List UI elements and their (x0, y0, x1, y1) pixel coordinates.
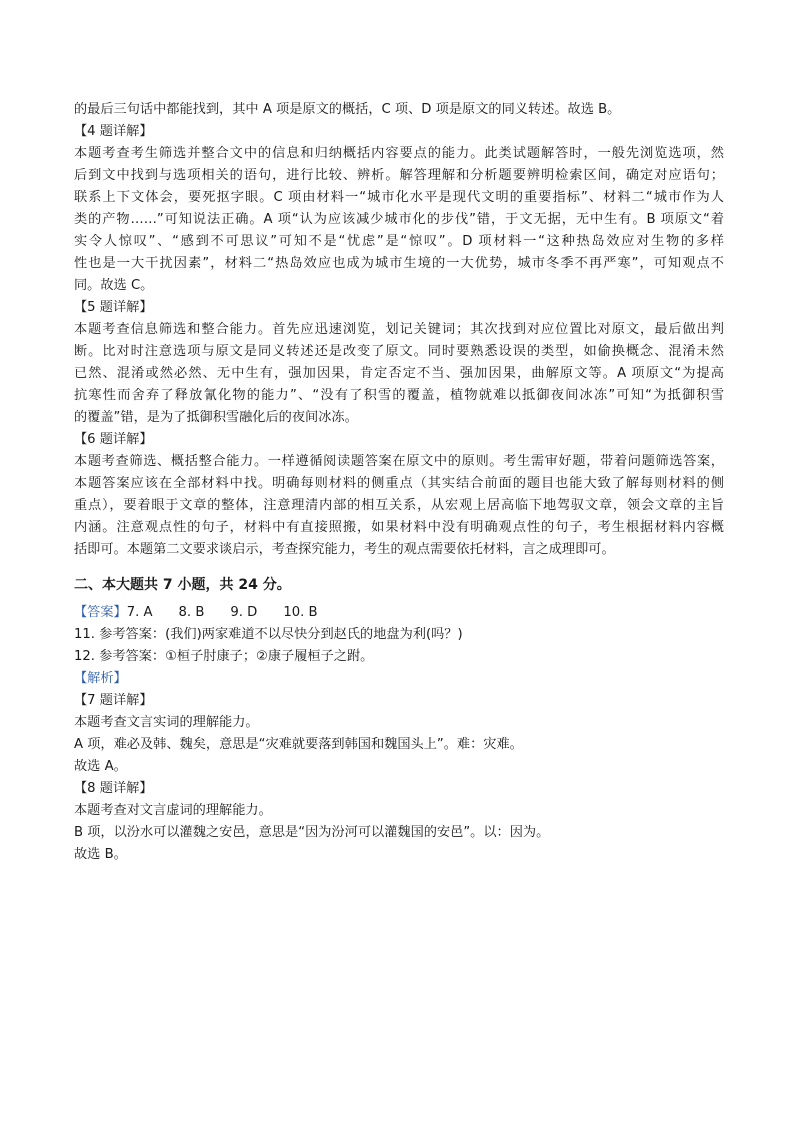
q5-line-4: 抗寒性而舍弃了释放氰化物的能力”、“没有了积雪的覆盖，植物就难以抵御夜间冰冻”可知“为抵御积雪 (74, 388, 724, 403)
q4-line-7: 同。故选 C。 (74, 278, 154, 293)
q4-line-4: 类的产物……”可知说法正确。A 项“认为应该减少城市化的步伐”错，于文无据，无中生有。B 项原文“着 (74, 212, 724, 227)
q4-line-3: 联系上下文体会，要死抠字眼。C 项由材料一“城市化水平是现代文明的重要指标”、材料二“城市作为人 (74, 190, 724, 205)
answer-7: 7. A (126, 605, 153, 620)
q5-heading: 【5 题详解】 (74, 300, 153, 315)
q5-line-3: 已然、混淆或然必然、无中生有，强加因果，肯定否定不当、强加因果，曲解原文等。A 项原文“为提高 (74, 366, 724, 381)
q5-line-2: 断。比对时注意选项与原文是同义转述还是改变了原文。同时要熟悉设误的类型，如偷换概念、混淆未然 (74, 344, 724, 359)
answer-row (74, 602, 724, 624)
document-page (74, 99, 724, 866)
q8-line-1: 本题考查对文言虚词的理解能力。 (74, 803, 272, 818)
q4-line-6: 性也是一大干扰因素”，材料二“热岛效应也成为城市生境的一大优势，城市冬季不再严寒”，可知观点不 (74, 256, 724, 271)
q7-line-1: 本题考查文言实词的理解能力。 (74, 715, 259, 730)
q6-line-4: 内涵。注意观点性的句子，材料中有直接照搬，如果材料中没有明确观点性的句子，考生根据材料内容概 (74, 520, 724, 535)
answer-label: 【答案】 (74, 605, 127, 620)
q4-line-5: 实令人惊叹”、“感到不可思议”可知不是“忧虑”是“惊叹”。D 项材料一“这种热岛效应对生物的多样 (74, 234, 724, 249)
q8-heading: 【8 题详解】 (74, 781, 153, 796)
q4-line-2: 后到文中找到与选项相关的语句，进行比较、辨析。解答理解和分析题要辨明检索区间，确定对应语句； (74, 168, 724, 183)
q5-line-5: 的覆盖”错，是为了抵御积雪融化后的夜间冰冻。 (74, 410, 358, 425)
q7-heading: 【7 题详解】 (74, 693, 153, 708)
answer-12: 12. 参考答案：①桓子肘康子；②康子履桓子之跗。 (74, 649, 374, 664)
q6-line-1: 本题考查筛选、概括整合能力。一样遵循阅读题答案在原文中的原则。考生需审好题，带着问题筛选答案， (74, 454, 724, 469)
q8-line-3: 故选 B。 (74, 847, 127, 862)
q7-line-2: A 项，难必及韩、魏矣，意思是“灾难就要落到韩国和魏国头上”。难：灾难。 (74, 737, 523, 752)
q6-line-3: 重点），要着眼于文章的整体，注意理清内部的相互关系，从宏观上居高临下地驾驭文章，领会文章的主旨 (74, 498, 724, 513)
q6-heading: 【6 题详解】 (74, 432, 153, 447)
paragraph-line: 的最后三句话中都能找到，其中 A 项是原文的概括，C 项、D 项是原文的同义转述。故选 B。 (74, 102, 621, 117)
answer-10: 10. B (283, 605, 318, 620)
q4-heading: 【4 题详解】 (74, 124, 153, 139)
answer-11: 11. 参考答案：(我们)两家难道不以尽快分到赵氏的地盘为利(吗？) (74, 627, 463, 642)
q8-line-2: B 项，以汾水可以灌魏之安邑，意思是“因为汾河可以灌魏国的安邑”。以：因为。 (74, 825, 550, 840)
answer-9: 9. D (230, 605, 258, 620)
q5-line-1: 本题考查信息筛选和整合能力。首先应迅速浏览，划记关键词；其次找到对应位置比对原文，最后做出判 (74, 322, 724, 337)
section-2-title: 二、本大题共 7 小题，共 24 分。 (74, 577, 291, 593)
q4-line-1: 本题考查考生筛选并整合文中的信息和归纳概括内容要点的能力。此类试题解答时，一般先浏览选项，然 (74, 146, 724, 161)
analysis-label: 【解析】 (74, 671, 127, 686)
q6-line-5: 括即可。本题第二文要求谈启示，考查探究能力，考生的观点需要依托材料，言之成理即可。 (74, 542, 615, 557)
q6-line-2: 本题答案应该在全部材料中找。明确每则材料的侧重点（其实结合前面的题目也能大致了解每则材料的侧 (74, 476, 724, 491)
q7-line-3: 故选 A。 (74, 759, 127, 774)
answer-8: 8. B (178, 605, 205, 620)
